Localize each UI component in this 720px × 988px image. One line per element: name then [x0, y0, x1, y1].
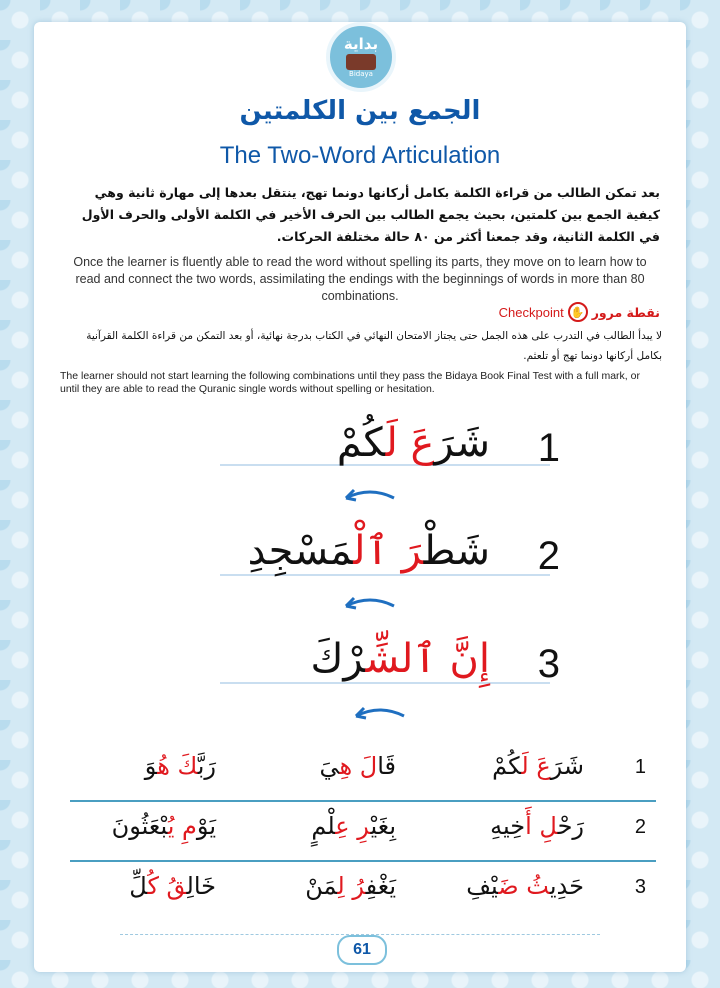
row-number: 3 — [634, 876, 646, 898]
hand-stop-icon: ✋ — [568, 302, 588, 322]
example-number: 1 — [537, 426, 560, 470]
example-3 — [190, 636, 570, 706]
table-row — [70, 802, 656, 862]
table-row — [70, 862, 656, 920]
book-icon — [346, 54, 376, 70]
table-cell: رَبَّكَ هُوَ — [144, 752, 216, 780]
connect-arrow-icon — [340, 590, 400, 612]
row-number: 1 — [634, 756, 646, 778]
guide-line — [220, 574, 550, 576]
table-cell: يَغْفِرُ لِمَنْ — [305, 872, 396, 900]
table-cell: شَرَعَ لَكُمْ — [492, 752, 584, 780]
example-1 — [190, 420, 570, 490]
table-cell: قَالَ هِيَ — [319, 752, 396, 780]
logo-text-ar: بداية — [343, 35, 379, 53]
page-number: 61 — [337, 935, 387, 965]
logo-text-en: Bidaya — [349, 70, 373, 78]
checkpoint-label-ar: نقطة مرور — [591, 304, 660, 320]
bidaya-logo — [326, 22, 396, 92]
connect-arrow-icon — [350, 700, 410, 722]
intro-paragraph-ar: بعد تمكن الطالب من قراءة الكلمة بكامل أركانها دونما تهج، ينتقل بعدها إلى مهارة ثانية وهي كيفية الجمع بين كلمتين، بحيث يجمع الطالب بين الحرف الأخير في الكلمة الأولى والحرف الأول في الكلمة الثانية، وقد جمعنا أكثر من ٨٠ حالة مختلفة الحركات. — [81, 185, 660, 244]
page-title-ar: الجمع بين الكلمتين — [239, 96, 481, 126]
example-word: إِنَّ ٱلشِّرْكَ — [310, 636, 490, 682]
table-cell: يَوْمِ يُبْعَثُونَ — [111, 812, 216, 840]
checkpoint-heading — [460, 300, 660, 324]
practice-table — [70, 742, 656, 920]
table-cell: رَحْلِ أَخِيهِ — [490, 812, 584, 840]
checkpoint-label-en: Checkpoint — [498, 304, 564, 320]
page-title-en: The Two-Word Articulation — [219, 142, 501, 169]
example-word: شَرَعَ لَكُمْ — [336, 420, 490, 466]
example-2 — [190, 528, 570, 598]
guide-line — [220, 682, 550, 684]
checkpoint-note-en: The learner should not start learning the following combinations until they pass the Bidaya Book Final Test with a full mark, or until they are able to read the Quranic single words without spelling or hesitation. — [60, 370, 640, 395]
table-cell: بِغَيْرِ عِلْمٍ — [311, 812, 396, 840]
example-word: شَطْرَ ٱلْمَسْجِدِ — [247, 528, 490, 574]
checkpoint-note-ar: لا يبدأ الطالب في التدرب على هذه الجمل حتى يجتاز الامتحان النهائي في الكتاب بدرجة نهائية، أو بعد التمكن من قراءة الكلمة القرآنية بكامل أركانها دونما تهج أو تلعثم. — [86, 330, 662, 362]
example-number: 2 — [537, 534, 560, 578]
table-row — [70, 742, 656, 802]
table-cell: خَالِقُ كُلِّ — [129, 872, 216, 900]
row-number: 2 — [634, 816, 646, 838]
example-number: 3 — [537, 642, 560, 686]
table-cell: حَدِيثُ ضَيْفِ — [466, 872, 584, 900]
connect-arrow-icon — [340, 482, 400, 504]
intro-paragraph-en: Once the learner is fluently able to read the word without spelling its parts, they move on to learn how to read and connect the two words, assimilating the endings with the beginnings of words in more than 80 combinations. — [73, 255, 647, 303]
